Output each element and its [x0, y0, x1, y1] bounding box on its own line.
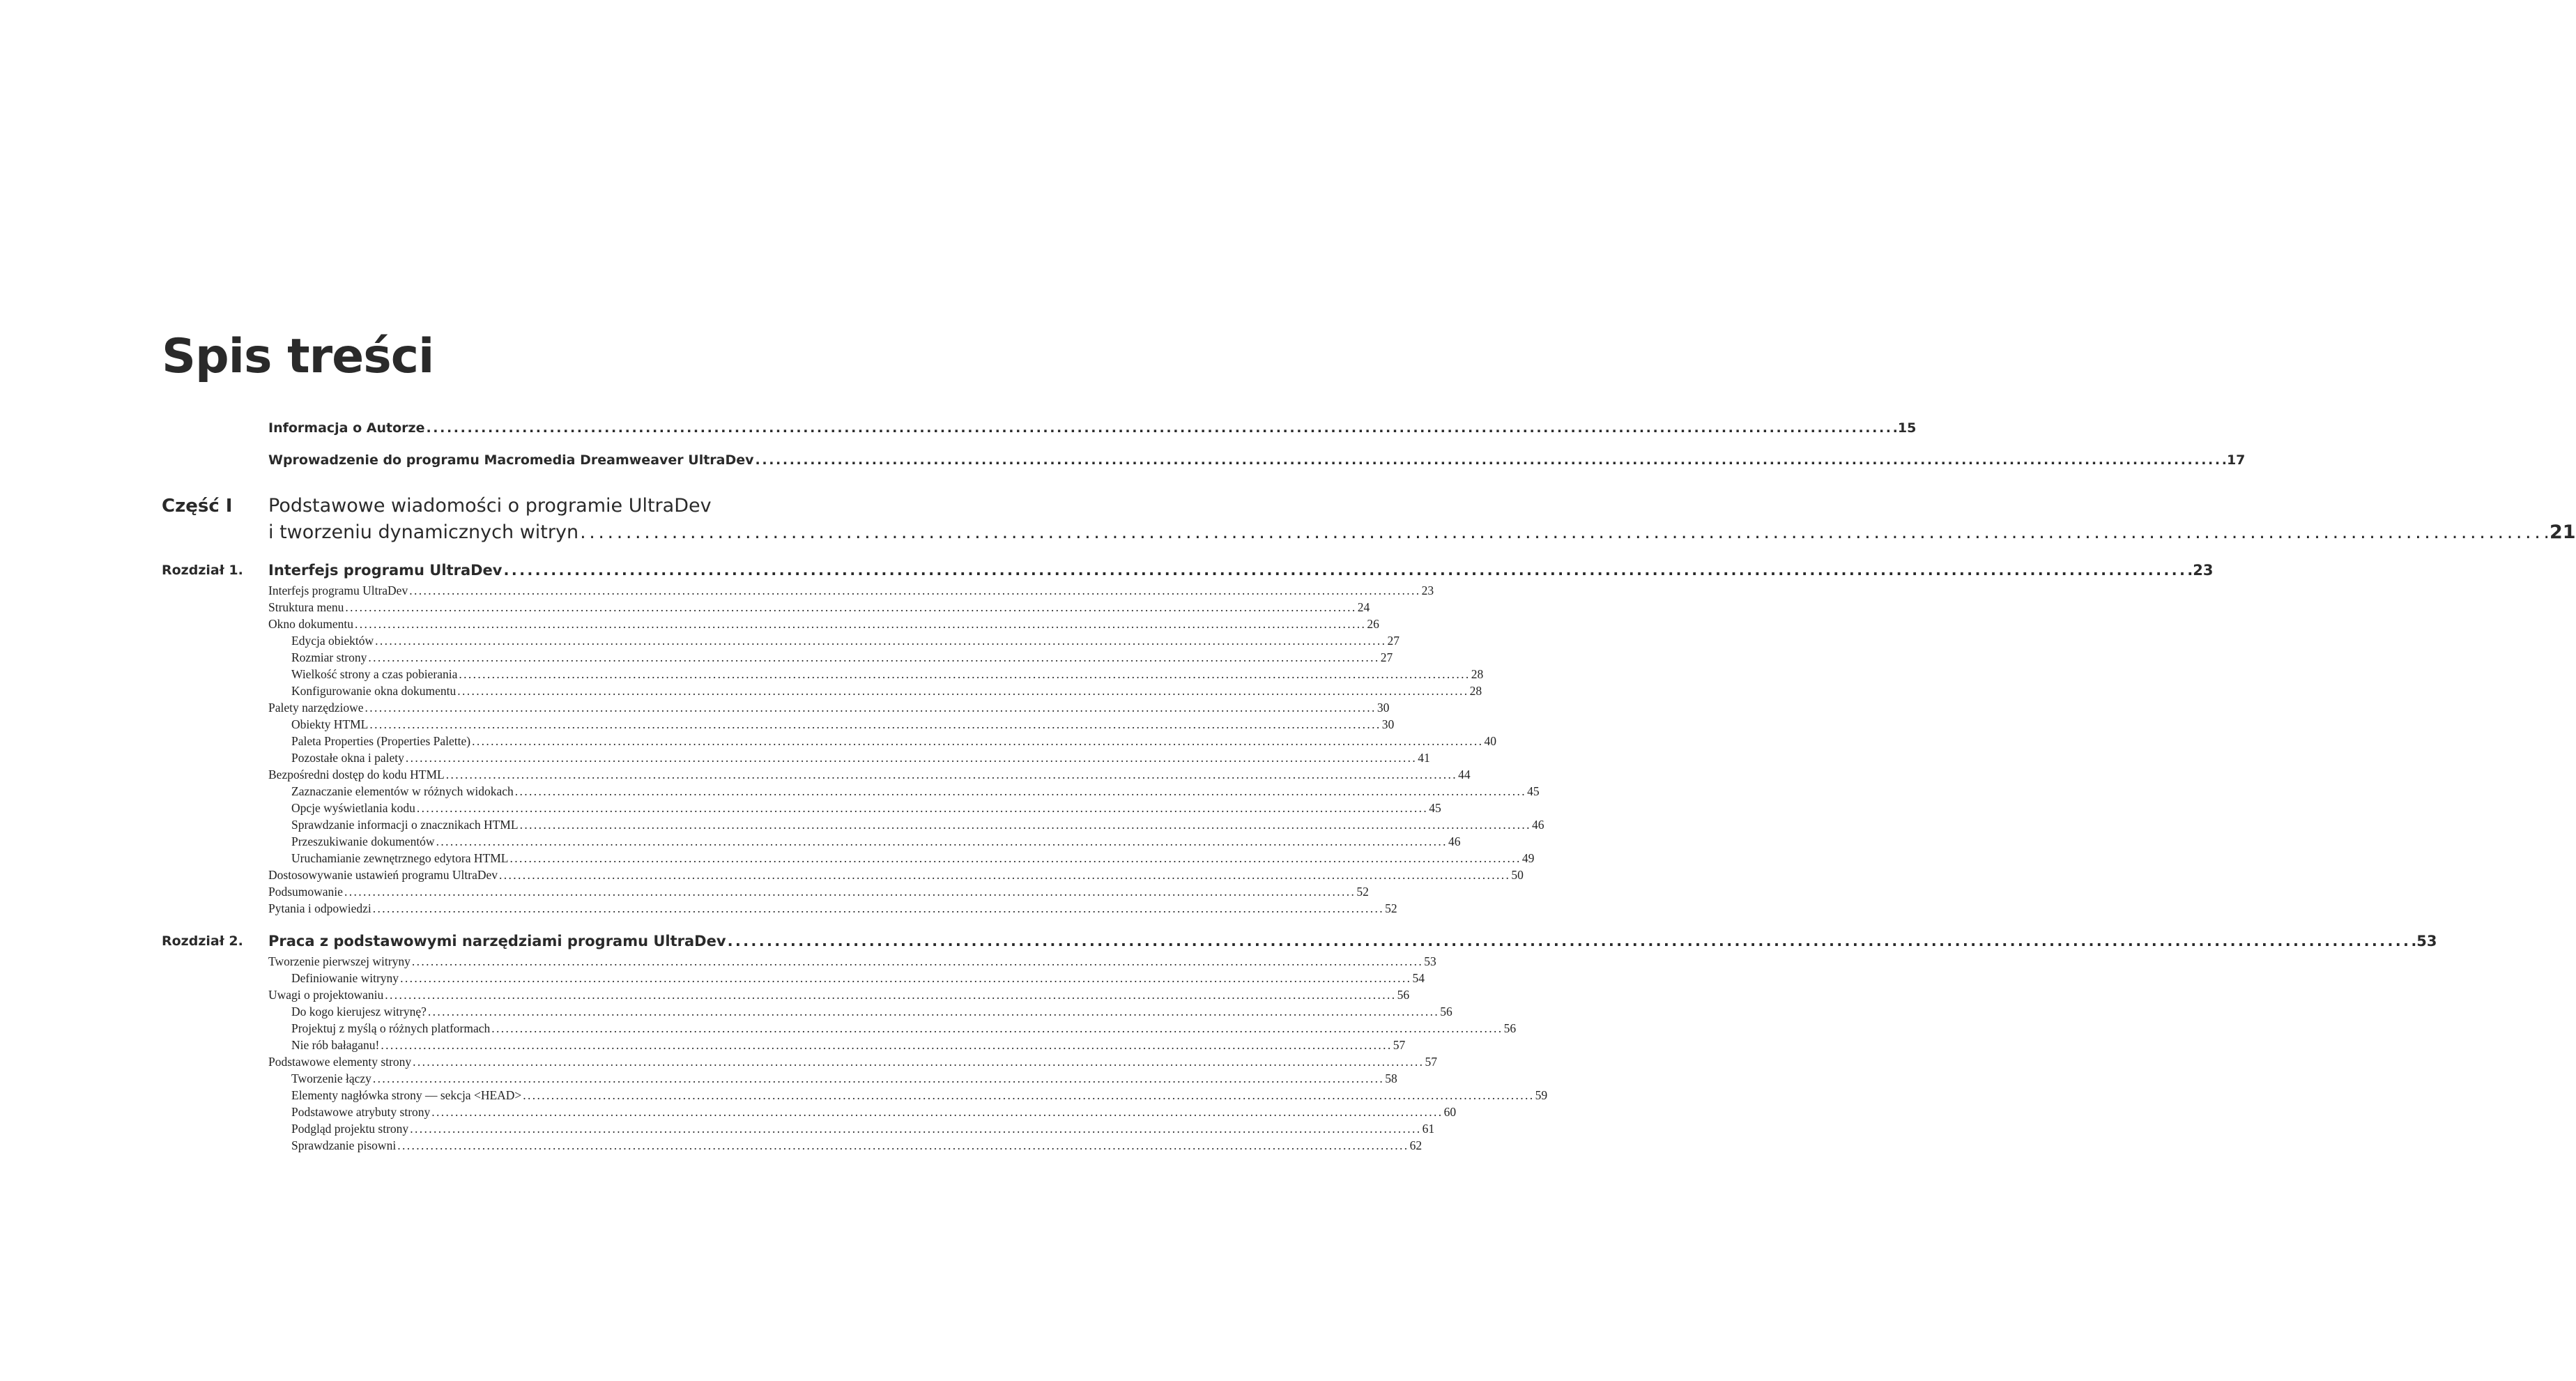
toc-entry-text: Tworzenie pierwszej witryny: [268, 954, 411, 968]
toc-entry[interactable]: [162, 970, 1425, 986]
toc-entry[interactable]: [162, 867, 1524, 883]
leader-dots: [373, 900, 1382, 917]
toc-page-number: 30: [1377, 701, 1390, 715]
chapter-label: Rozdział 2.: [162, 933, 243, 949]
leader-dots: [385, 986, 1394, 1003]
toc-entry-text: Podsumowanie: [268, 885, 343, 899]
toc-entry[interactable]: [162, 883, 1369, 900]
toc-entry-text: Podgląd projektu strony: [291, 1122, 409, 1136]
toc-page-number: 57: [1425, 1055, 1437, 1069]
leader-dots: [499, 867, 1508, 883]
toc-entry-text: Wielkość strony a czas pobierania: [291, 667, 458, 681]
leader-dots: [365, 699, 1374, 716]
toc-entry-text: Przeszukiwanie dokumentów: [291, 834, 435, 848]
part-title-line1: Podstawowe wiadomości o programie UltraDev: [268, 495, 712, 517]
toc-entry[interactable]: [162, 632, 1400, 649]
leader-dots: [369, 716, 1379, 733]
toc-page-number: 49: [1521, 851, 1535, 865]
toc-page-number: 17: [2226, 452, 2246, 468]
toc-entry[interactable]: [162, 1120, 1435, 1137]
leader-dots: [446, 766, 1455, 783]
leader-dots: [428, 1003, 1437, 1020]
toc-page-number: 21: [2549, 521, 2576, 543]
toc-entry[interactable]: [162, 1003, 1452, 1020]
toc-entry[interactable]: [162, 800, 1441, 816]
leader-dots: [472, 733, 1481, 749]
toc-entry-text: Uruchamianie zewnętrznego edytora HTML: [291, 851, 509, 865]
toc-entry-text: Pozostałe okna i palety: [291, 751, 404, 765]
leader-dots: [417, 800, 1426, 816]
toc-page-number: 61: [1422, 1122, 1435, 1136]
leader-dots: [580, 519, 2548, 546]
toc-entry-text: Podstawowe elementy strony: [268, 1055, 412, 1069]
toc-page-number: 46: [1531, 818, 1544, 832]
chapter-title: Interfejs programu UltraDev: [268, 562, 503, 579]
toc-page-number: 30: [1381, 717, 1395, 731]
toc-entry[interactable]: [162, 1137, 1423, 1154]
toc-entry[interactable]: [162, 749, 1430, 766]
toc-entry-text: Do kogo kierujesz witrynę?: [291, 1005, 427, 1018]
toc-entry[interactable]: [162, 953, 1436, 970]
leader-dots: [509, 850, 1519, 867]
toc-entry-text: Opcje wyświetlania kodu: [291, 801, 415, 815]
toc-entry-text: Sprawdzanie informacji o znacznikach HTML: [291, 818, 519, 832]
toc-entry-text: Rozmiar strony: [291, 650, 367, 664]
leader-dots: [413, 1053, 1422, 1070]
toc-entry[interactable]: [162, 900, 1397, 917]
toc-page-number: 45: [1429, 801, 1441, 815]
toc-entry[interactable]: [162, 599, 1370, 616]
toc-page-number: 56: [1503, 1021, 1517, 1035]
toc-page-number: 41: [1418, 751, 1430, 765]
leader-dots: [412, 953, 1421, 970]
chapter-title: Praca z podstawowymi narzędziami programu UltraDev: [268, 933, 726, 949]
toc-page-number: 58: [1385, 1071, 1397, 1085]
toc-entry-text: Uwagi o projektowaniu: [268, 988, 384, 1002]
leader-dots: [368, 649, 1377, 666]
toc-part[interactable]: [162, 493, 2576, 546]
toc-entry[interactable]: [162, 616, 1379, 632]
toc-entry[interactable]: [162, 699, 1390, 716]
toc-entry-text: Interfejs programu UltraDev: [268, 583, 408, 597]
toc-page-number: 23: [1421, 583, 1434, 597]
toc-entry[interactable]: [162, 649, 1393, 666]
toc-entry-text: Struktura menu: [268, 600, 344, 614]
toc-page-number: 23: [2193, 562, 2214, 579]
leader-dots: [520, 816, 1529, 833]
leader-dots: [410, 1120, 1419, 1137]
toc-front-entry[interactable]: [162, 412, 1917, 444]
toc-entry[interactable]: [162, 1037, 1406, 1053]
toc-page-number: 57: [1393, 1038, 1406, 1052]
toc-page-number: 54: [1412, 971, 1425, 985]
leader-dots: [400, 970, 1409, 986]
toc-page-number: 52: [1356, 885, 1369, 899]
leader-dots: [523, 1087, 1532, 1104]
leader-dots: [728, 933, 2416, 949]
toc-entry[interactable]: [162, 1070, 1397, 1087]
toc-entry-text: Palety narzędziowe: [268, 701, 364, 715]
toc-entry-text: Tworzenie łączy: [291, 1071, 371, 1085]
toc-entry[interactable]: [162, 666, 1484, 682]
toc-entry[interactable]: [162, 582, 1434, 599]
leader-dots: [515, 783, 1524, 800]
toc-entry-text: Dostosowywanie ustawień programu UltraDev: [268, 868, 498, 882]
toc-entry[interactable]: [162, 986, 1410, 1003]
toc-page-number: 45: [1527, 784, 1540, 798]
toc-page-number: 26: [1367, 617, 1379, 631]
leader-dots: [345, 599, 1354, 616]
leader-dots: [381, 1037, 1390, 1053]
toc-page-number: 40: [1484, 734, 1496, 748]
toc-page-number: 24: [1357, 600, 1370, 614]
toc-entry-text: Nie rób bałaganu!: [291, 1038, 380, 1052]
leader-dots: [436, 833, 1446, 850]
toc-entry-text: Paleta Properties (Properties Palette): [291, 734, 471, 748]
toc-entry-text: Elementy nagłówka strony — sekcja <HEAD>: [291, 1088, 522, 1102]
toc-entry-text: Pytania i odpowiedzi: [268, 901, 371, 915]
toc-front-entry[interactable]: [162, 444, 2246, 476]
leader-dots: [431, 1104, 1441, 1120]
toc-page-number: 56: [1440, 1005, 1452, 1018]
toc-entry-text: Informacja o Autorze: [268, 420, 425, 436]
toc-entry-text: Edycja obiektów: [291, 634, 374, 648]
toc-page-number: 44: [1458, 768, 1471, 781]
toc-entry[interactable]: [162, 682, 1482, 699]
toc-chapter-heading[interactable]: [162, 929, 2437, 953]
table-of-contents: [162, 412, 2576, 1154]
leader-dots: [491, 1020, 1501, 1037]
chapter-label: Rozdział 1.: [162, 563, 243, 578]
toc-entry[interactable]: [162, 833, 1461, 850]
toc-page-number: 27: [1380, 650, 1393, 664]
toc-page-number: 53: [2416, 933, 2437, 949]
toc-entry-text: Konfigurowanie okna dokumentu: [291, 684, 457, 698]
toc-entry-text: Okno dokumentu: [268, 617, 354, 631]
toc-entry[interactable]: [162, 850, 1535, 867]
toc-page-number: 62: [1409, 1138, 1423, 1152]
part-title-line2: i tworzeniu dynamicznych witryn: [268, 521, 579, 543]
toc-page-number: 27: [1387, 634, 1400, 648]
leader-dots: [409, 582, 1418, 599]
leader-dots: [426, 420, 1896, 436]
toc-chapter-heading[interactable]: [162, 558, 2214, 582]
toc-page-number: 15: [1897, 420, 1917, 436]
toc-page-number: 56: [1397, 988, 1410, 1002]
toc-entry-text: Definiowanie witryny: [291, 971, 399, 985]
toc-page-number: 28: [1469, 684, 1482, 698]
toc-entry-text: Obiekty HTML: [291, 717, 369, 731]
toc-entry-text: Sprawdzanie pisowni: [291, 1138, 397, 1152]
leader-dots: [457, 682, 1466, 699]
toc-page-number: 60: [1443, 1105, 1457, 1119]
part-label: Część I: [162, 496, 233, 517]
toc-entry[interactable]: [162, 716, 1395, 733]
toc-entry-text: Wprowadzenie do programu Macromedia Dreamweaver UltraDev: [268, 452, 754, 468]
toc-entry-text: Bezpośredni dostęp do kodu HTML: [268, 768, 445, 781]
toc-entry[interactable]: [162, 1104, 1457, 1120]
leader-dots: [406, 749, 1415, 766]
toc-entry[interactable]: [162, 1087, 1548, 1104]
toc-entry-text: Zaznaczanie elementów w różnych widokach: [291, 784, 514, 798]
toc-entry-text: Projektuj z myślą o różnych platformach: [291, 1021, 491, 1035]
toc-page-number: 53: [1424, 954, 1436, 968]
toc-page-number: 52: [1385, 901, 1397, 915]
toc-page-number: 59: [1535, 1088, 1548, 1102]
toc-page-number: 46: [1448, 834, 1461, 848]
leader-dots: [373, 1070, 1382, 1087]
chapter-list: [162, 558, 2437, 1154]
toc-entry[interactable]: [162, 1053, 1437, 1070]
toc-entry[interactable]: [162, 1020, 1517, 1037]
leader-dots: [504, 562, 2192, 579]
page-title: Spis treści: [162, 329, 434, 384]
toc-entry[interactable]: [162, 816, 1544, 833]
toc-entry[interactable]: [162, 766, 1471, 783]
toc-entry[interactable]: [162, 733, 1496, 749]
leader-dots: [756, 452, 2225, 468]
toc-entry[interactable]: [162, 783, 1540, 800]
leader-dots: [397, 1137, 1406, 1154]
leader-dots: [355, 616, 1364, 632]
leader-dots: [375, 632, 1384, 649]
toc-entry-text: Podstawowe atrybuty strony: [291, 1105, 431, 1119]
toc-page-number: 28: [1471, 667, 1484, 681]
leader-dots: [459, 666, 1468, 682]
toc-page-number: 50: [1511, 868, 1524, 882]
leader-dots: [344, 883, 1354, 900]
